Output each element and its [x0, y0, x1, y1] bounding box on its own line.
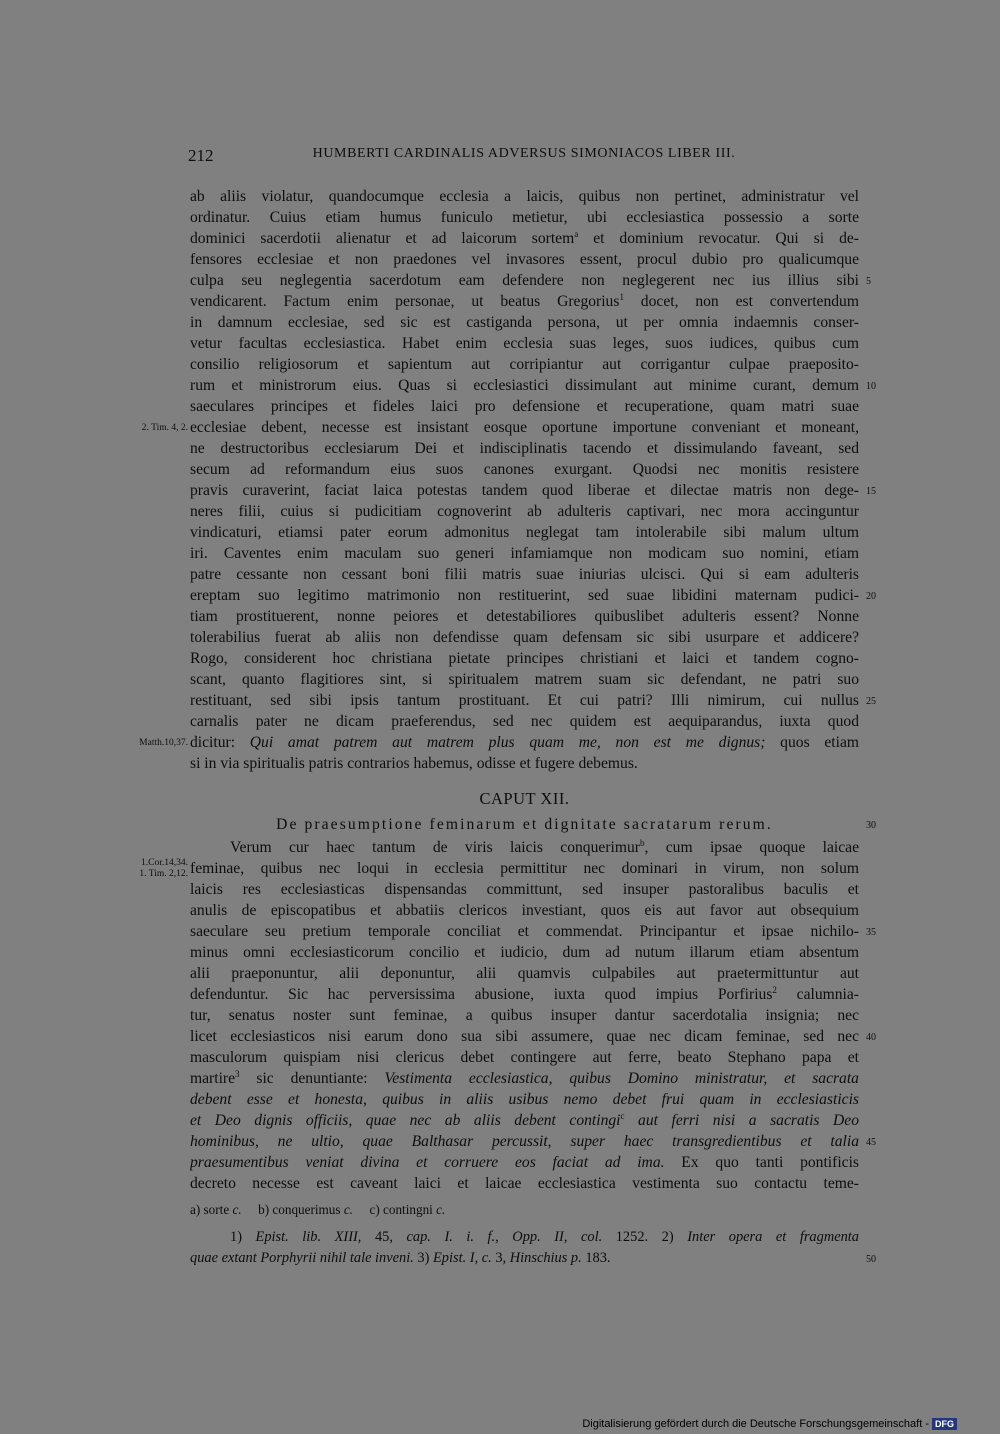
quotation: et Deo dignis officiis, quae nec ab aliis debent contingi	[190, 1112, 621, 1129]
quotation: debent esse et honesta, quibus in aliis usibus nemo debet frui quam in ecclesiasticis	[190, 1091, 859, 1108]
dfg-logo: DFG	[932, 1418, 957, 1430]
text-line: ecclesiae debent, necesse est insistant eosque oportune importune conveniant et moneant,	[190, 419, 859, 436]
text-line: rum et ministrorum eius. Quas si ecclesiastici dissimulant aut minime curant, demum	[190, 377, 859, 394]
text-line: neres filii, cuius si pudicitiam cognoverint ab adulteris captivari, nec mora accinguntur	[190, 503, 859, 520]
line-number: 25	[866, 696, 876, 707]
footnote-marker: 1	[619, 291, 624, 302]
text-line: Verum cur haec tantum de viris laicis conquerimur$^b$, cum ipsae quoque laicae	[230, 837, 859, 856]
text-line: fensores ecclesiae et non praedones vel invasores essent, procul dubio pro qualicumque	[190, 251, 859, 268]
text-line: dominici sacerdotii alienatur et ad laicorum sortem$^a$ et dominium revocatur. Qui si de-	[190, 228, 859, 247]
text-line: restituant, sed sibi ipsis tantum prostituant. Et cui patri? Illi nimirum, cui nullus	[190, 692, 859, 709]
quotation: hominibus, ne ultio, quae Balthasar percussit, super haec transgredientibus et talia	[190, 1133, 859, 1150]
page-number: 212	[188, 146, 214, 165]
line-number: 5	[866, 276, 871, 287]
text-line: ne destructoribus ecclesiarum Dei et indisciplinatis tacendo et dissimulando faveant, sed	[190, 440, 859, 457]
credit-text: Digitalisierung gefördert durch die Deutsche Forschungsgemeinschaft -	[582, 1418, 929, 1430]
quotation: Vestimenta ecclesiastica, quibus Domino ministratur, et sacrata	[384, 1070, 859, 1087]
text-line: Rogo, considerent hoc christiana pietate principes christiani et laici et tandem cogno-	[190, 650, 859, 667]
quotation: praesumentibus veniat divina et corruere eos faciat ad ima.	[190, 1154, 665, 1171]
text-line: culpa seu neglegentia sacerdotum eam defendere non neglegerent nec ius illius sibi	[190, 272, 859, 289]
text-line: consilio religiosorum et sapientum aut corripiantur aut corrigantur culpae praeposito-	[190, 356, 859, 373]
text-line: praesumentibus veniat divina et corruere eos faciat ad ima. Ex quo tanti pontificis	[190, 1154, 859, 1171]
text-line: tur, senatus noster sunt feminae, a quibus insuper dantur sacerdotalia insignia; nec	[190, 1007, 859, 1024]
text-line: dicitur: Qui amat patrem aut matrem plus quam me, non est me dignus; quos etiam	[190, 734, 859, 751]
text-line: feminae, quibus nec loqui in ecclesia permittitur nec dominari in virum, non solum	[190, 860, 859, 877]
quotation: aut ferri nisi a sacratis Deo	[624, 1112, 859, 1129]
page-header	[188, 146, 860, 170]
text-line: patre cessante non cessant boni filii matris suae iniurias ulcisci. Qui si eam adulteris	[190, 566, 859, 583]
footnote-marker: a	[574, 228, 579, 239]
margin-reference: 1.Cor.14,34.	[141, 858, 188, 868]
line-number: 35	[866, 927, 876, 938]
quotation: Qui amat patrem aut matrem plus quam me, non est me dignus;	[249, 734, 766, 751]
line-number: 20	[866, 591, 876, 602]
text-line	[190, 1089, 859, 1110]
footnote-marker: 2	[772, 984, 777, 995]
text-line: vetur facultas ecclesiastica. Habet enim ecclesia suas leges, suos iudices, quibus cum	[190, 335, 859, 352]
text-line: vendicarent. Factum enim personae, ut beatus Gregorius$^1$ docet, non est convertendum	[190, 291, 859, 310]
text-line: ereptam suo legitimo matrimonio non restituerint, sed suae libidini maternam pudici-	[190, 587, 859, 604]
text-line: tiam prostituerent, nonne peiores et detestabiliores quibuslibet adulteris essent? Nonne	[190, 608, 859, 625]
chapter-subtitle: De praesumptione feminarum et dignitate sacratarum rerum.	[276, 816, 773, 833]
text-line: laicis res ecclesiasticas dispensandas committunt, sed insuper pastoralibus baculis et	[190, 881, 859, 898]
source-footnote: quae extant Porphyrii nihil tale inveni. 3) Epist. I, c. 3, Hinschius p. 183.	[190, 1250, 611, 1266]
text-line: minus omni ecclesiasticorum concilio et iudicio, dum ad nutum illarum etiam absentum	[190, 944, 859, 961]
text-line: anulis de episcopatibus et abbatiis clericos investiant, quos eis aut favor aut obsequium	[190, 902, 859, 919]
text-line: in damnum ecclesiae, sed sic est castiganda persona, ut per omnia indaemnis conser-	[190, 314, 859, 331]
text-line: vindicaturi, etiamsi pater eorum admonitus neglegat tam intolerabile sibi malum ultum	[190, 524, 859, 541]
text-line: secum ad reformandum eius suos canones exurgant. Quodsi nec monitis resistere	[190, 461, 859, 478]
text-line: alii praeponuntur, alii deponuntur, alii quamvis culpabiles aut praetermittuntur aut	[190, 965, 859, 982]
text-line: saeculare seu pretium temporale conciliat et commendat. Principantur et ipsae nichilo-	[190, 923, 859, 940]
text-line: tolerabilius fuerat ab aliis non defendisse quam defensam sic sibi usurpare et addicere?	[190, 629, 859, 646]
text-line: masculorum quispiam nisi clericus debet contingere aut ferre, beato Stephano papa et	[190, 1049, 859, 1066]
line-number: 10	[866, 381, 876, 392]
text-line: licet ecclesiasticos nisi earum dono sua sibi assumere, quae nec dicam feminae, sed nec	[190, 1028, 859, 1045]
margin-reference: Matth.10,37.	[139, 738, 188, 748]
variant-footnotes: a) sorte c. b) conquerimus c. c) contingni c.	[190, 1202, 446, 1217]
running-title: HUMBERTI CARDINALIS ADVERSUS SIMONIACOS LIBER III.	[312, 146, 736, 161]
digitization-credit	[582, 1417, 957, 1431]
text-line: ab aliis violatur, quandocumque ecclesia a laicis, quibus non pertinet, administratur vel	[190, 188, 859, 205]
margin-reference: 1. Tim. 2,12.	[139, 869, 188, 879]
text-line	[190, 1131, 859, 1152]
text-line: pravis curaverint, faciat laica potestas tandem quod liberae et dilectae matris non dege-	[190, 482, 859, 499]
line-number: 45	[866, 1137, 876, 1148]
line-number: 15	[866, 486, 876, 497]
text-line: ordinatur. Cuius etiam humus funiculo metietur, ubi ecclesiastica possessio a sorte	[190, 209, 859, 226]
line-number: 30	[866, 820, 876, 831]
margin-reference: 2. Tim. 4, 2.	[141, 423, 188, 433]
text-line: martire$^3$ sic denuntiante: Vestimenta ecclesiastica, quibus Domino ministratur, et sacrata	[190, 1068, 859, 1087]
text-line: saeculares principes et fideles laici pro defensione et recuperatione, quam matri suae	[190, 398, 859, 415]
line-number: 40	[866, 1032, 876, 1043]
text-line: si in via spiritualis patris contrarios habemus, odisse et fugere debemus.	[190, 755, 638, 772]
text-line: decreto necesse est caveant laici et laicae ecclesiastica vestimenta suo contactu teme-	[190, 1175, 859, 1192]
footnote-marker: c	[620, 1110, 625, 1121]
text-line: iri. Caventes enim maculam suo generi infamiamque non modicam suo nomini, etiam	[190, 545, 859, 562]
text-line: defenduntur. Sic hac perversissima abusione, iuxta quod impius Porfirius$^2$ calumnia-	[190, 984, 859, 1003]
footnote-marker: 3	[235, 1068, 240, 1079]
text-line: scant, quanto flagitiores sint, si spiritualem matrem suam sic defendant, ne patri suo	[190, 671, 859, 688]
line-number: 50	[866, 1254, 876, 1265]
source-footnote: 1) Epist. lib. XIII, 45, cap. I. i. f., Opp. II, col. 1252. 2) Inter opera et fragmenta	[230, 1229, 859, 1245]
text-line: carnalis pater ne dicam praeferendus, sed nec quidem est aequiparandus, iuxta quod	[190, 713, 859, 730]
footnote-marker: b	[639, 837, 645, 848]
chapter-heading: CAPUT XII.	[479, 789, 570, 808]
text-line	[190, 1110, 859, 1131]
